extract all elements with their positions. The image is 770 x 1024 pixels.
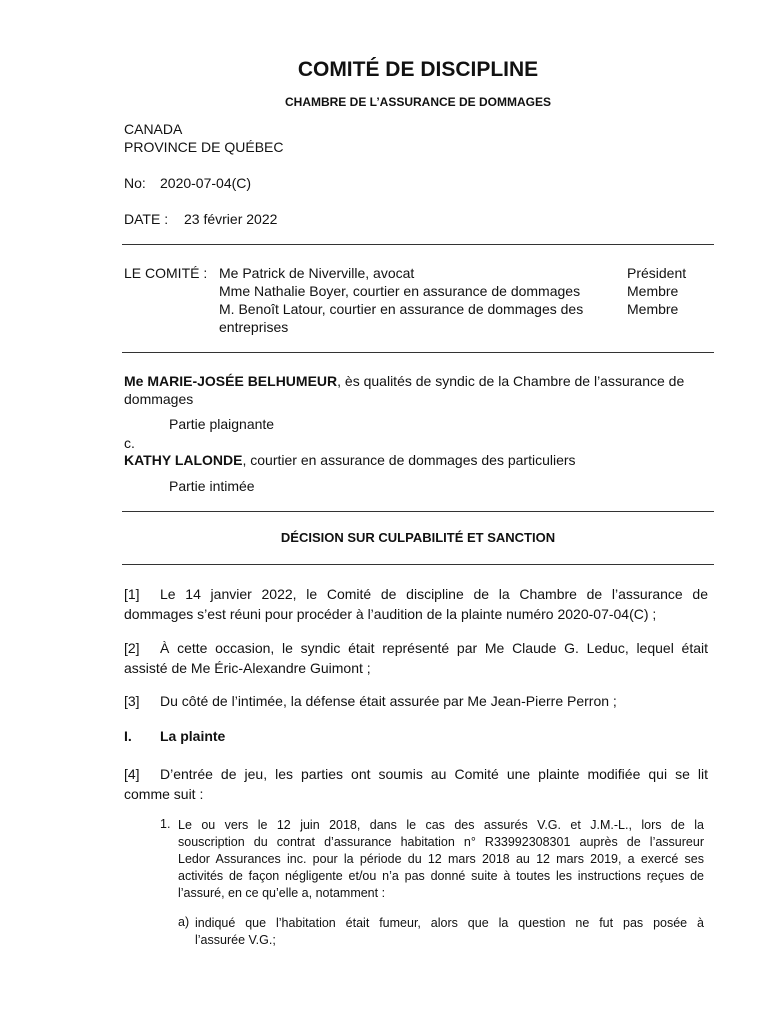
count-text-line: l’assuré, en ce qu’elle a, notamment : xyxy=(178,886,386,900)
count-text-line: Le ou vers le 12 juin 2018, dans le cas des assurés V.G. et J.M.-L., lors de la xyxy=(178,818,704,832)
plaintiff-line xyxy=(124,373,710,389)
province: PROVINCE DE QUÉBEC xyxy=(124,139,284,155)
item-label: a) xyxy=(178,915,190,929)
paragraph xyxy=(124,764,708,804)
paragraph-number: [4] xyxy=(124,766,140,782)
plaintiff-description-cont: dommages xyxy=(124,391,194,407)
count-text-line: souscription du contrat d’assurance habitation n° R33992308301 auprès de l’assureur xyxy=(178,835,704,849)
committee-member-name: M. Benoît Latour, courtier en assurance de dommages des xyxy=(219,301,584,317)
section-title: La plainte xyxy=(160,728,226,744)
paragraph-number: [3] xyxy=(124,693,140,709)
divider xyxy=(122,564,714,565)
respondent-description: , courtier en assurance de dommages des particuliers xyxy=(242,452,576,468)
divider xyxy=(122,352,714,353)
paragraph-text: assisté de Me Éric-Alexandre Guimont ; xyxy=(124,660,371,676)
date-label: DATE : xyxy=(124,211,169,227)
committee-member-role: Membre xyxy=(627,283,679,299)
committee-member-name: Mme Nathalie Boyer, courtier en assurance de dommages xyxy=(219,283,581,299)
case-number-label: No: xyxy=(124,175,146,191)
item-text-line: indiqué que l’habitation était fumeur, alors que la question ne fut pas posée à xyxy=(195,916,704,930)
count-text xyxy=(178,817,704,902)
count-text-line: Ledor Assurances inc. pour la période du 12 mars 2018 au 12 mars 2019, a exercé ses xyxy=(178,852,704,866)
committee-member-name: Me Patrick de Niverville, avocat xyxy=(219,265,415,281)
respondent-name: KATHY LALONDE xyxy=(124,452,243,468)
committee-member-name-cont: entreprises xyxy=(219,319,289,335)
paragraph-text: Le 14 janvier 2022, le Comité de discipline de la Chambre de l’assurance de xyxy=(160,586,708,602)
document-title: COMITÉ DE DISCIPLINE xyxy=(297,58,539,81)
country: CANADA xyxy=(124,121,183,137)
committee-member-role: Président xyxy=(627,265,687,281)
decision-title: DÉCISION SUR CULPABILITÉ ET SANCTION xyxy=(280,530,556,545)
paragraph xyxy=(124,691,708,711)
plaintiff-name: Me MARIE-JOSÉE BELHUMEUR xyxy=(124,373,338,389)
paragraph-text: À cette occasion, le syndic était représenté par Me Claude G. Leduc, lequel était xyxy=(160,640,708,656)
paragraph-number: [1] xyxy=(124,586,140,602)
document-subtitle: CHAMBRE DE L’ASSURANCE DE DOMMAGES xyxy=(284,95,551,109)
paragraph-text: D’entrée de jeu, les parties ont soumis au Comité une plainte modifiée qui se lit xyxy=(160,766,708,782)
paragraph-text: comme suit : xyxy=(124,786,204,802)
section-number: I. xyxy=(124,728,132,744)
decision-date: 23 février 2022 xyxy=(184,211,278,227)
committee-label: LE COMITÉ : xyxy=(124,265,208,281)
count-number: 1. xyxy=(160,817,171,831)
paragraph-text: Du côté de l’intimée, la défense était assurée par Me Jean-Pierre Perron ; xyxy=(160,693,617,709)
respondent-line xyxy=(124,452,576,468)
plaintiff-role: Partie plaignante xyxy=(169,416,275,432)
paragraph-text: dommages s’est réuni pour procéder à l’audition de la plainte numéro 2020-07-04(C) ; xyxy=(124,606,657,622)
paragraph-number: [2] xyxy=(124,640,140,656)
versus: c. xyxy=(124,435,135,451)
item-text xyxy=(195,915,704,949)
paragraph xyxy=(124,584,708,624)
plaintiff-description: , ès qualités de syndic de la Chambre de l’assurance de xyxy=(337,373,685,389)
count-text-line: activités de façon négligente et/ou n’a pas donné suite à toutes les instructions reçues de xyxy=(178,869,704,883)
item-text-line: l’assurée V.G.; xyxy=(195,933,276,947)
committee-member-role: Membre xyxy=(627,301,679,317)
divider xyxy=(122,244,714,245)
case-number: 2020-07-04(C) xyxy=(160,175,252,191)
respondent-role: Partie intimée xyxy=(169,478,255,494)
divider xyxy=(122,511,714,512)
paragraph xyxy=(124,638,708,678)
